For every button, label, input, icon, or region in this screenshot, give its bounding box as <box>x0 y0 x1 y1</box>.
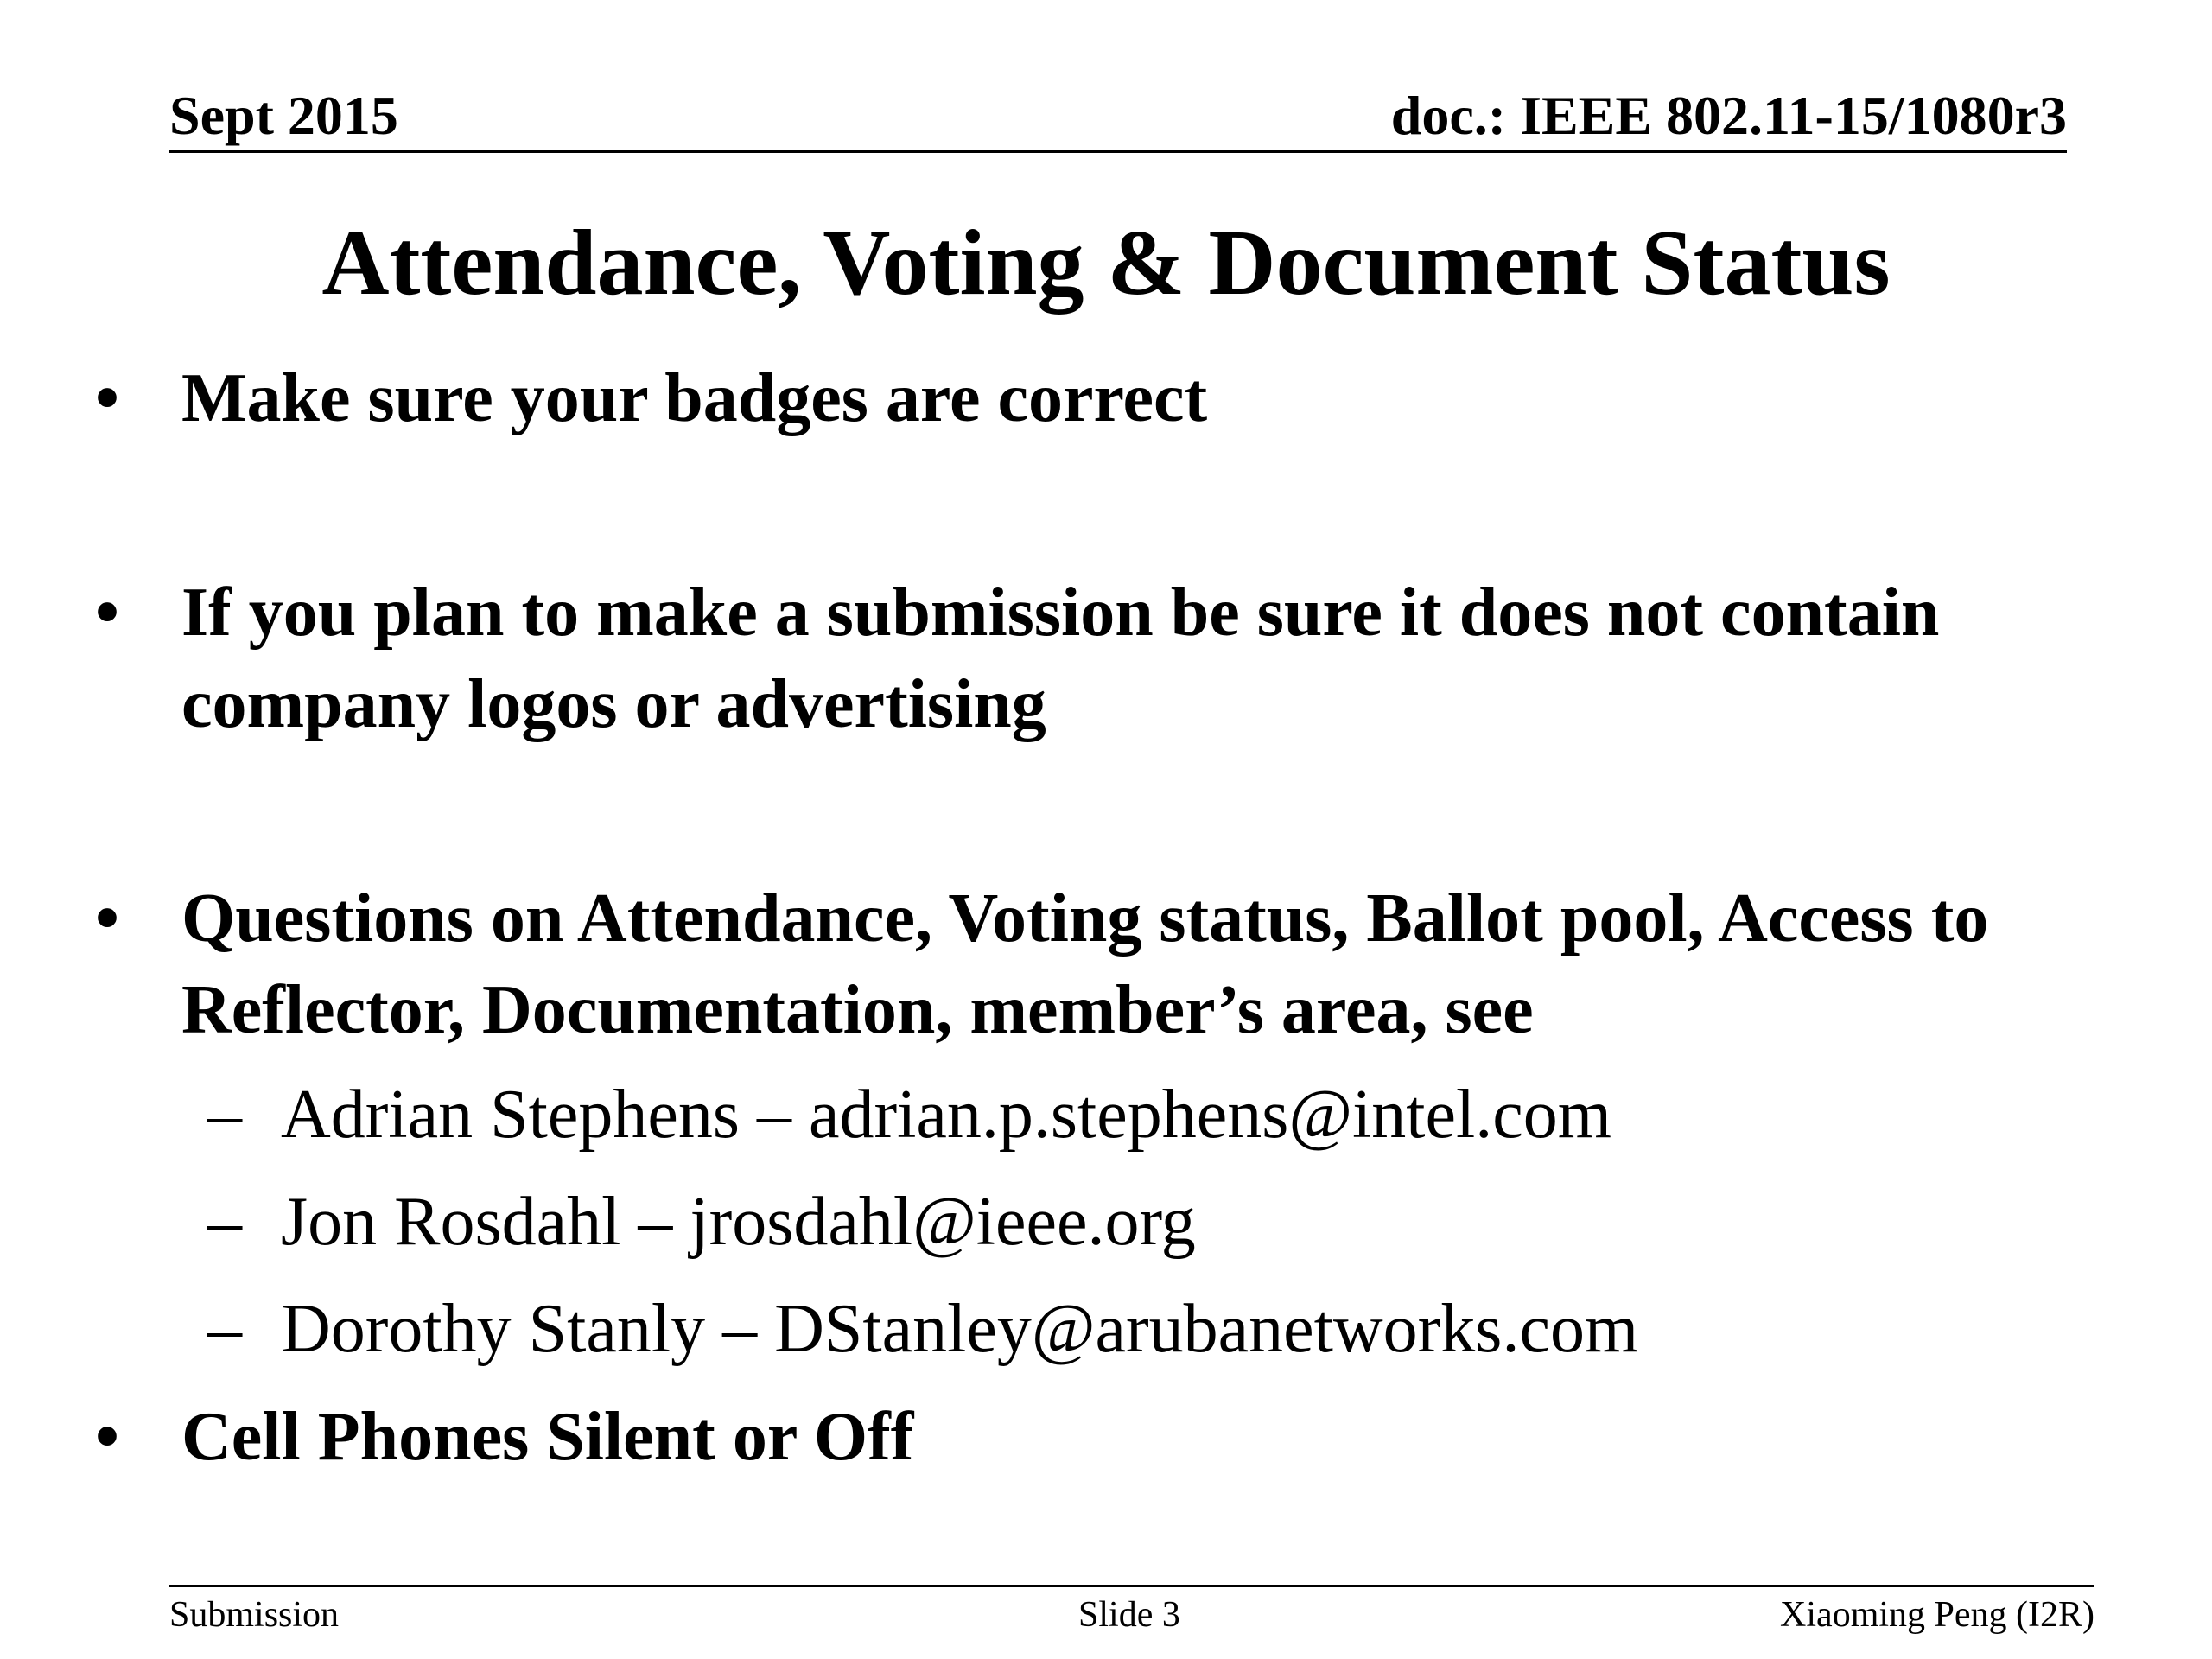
slide-footer <box>169 1585 2094 1639</box>
bullet-text: Questions on Attendance, Voting status, Ballot pool, Access to Reflector, Documentation, member’s area, see <box>181 880 1989 1048</box>
footer-submission: Submission <box>169 1595 340 1635</box>
slide-header <box>169 85 2067 153</box>
bullet-text: If you plan to make a submission be sure it does not contain company logos or advertising <box>181 575 1940 742</box>
bullet-text: Make sure your badges are correct <box>181 360 1208 436</box>
header-doc-id: doc.: IEEE 802.11-15/1080r3 <box>1390 85 2067 146</box>
bullet-symbol: • <box>95 1399 120 1475</box>
footer-author: Xiaoming Peng (I2R) <box>1780 1595 2094 1635</box>
contact-dash: – <box>207 1077 242 1153</box>
contact-text: Dorothy Stanly – DStanley@arubanetworks.com <box>281 1291 1639 1367</box>
bullet-text: Cell Phones Silent or Off <box>181 1399 914 1475</box>
contact-text: Jon Rosdahl – jrosdahl@ieee.org <box>281 1184 1196 1260</box>
footer-slide-number: Slide 3 <box>1078 1595 1180 1635</box>
header-date: Sept 2015 <box>169 85 398 146</box>
slide-title: Attendance, Voting & Document Status <box>321 212 1891 315</box>
contact-text: Adrian Stephens – adrian.p.stephens@intel.com <box>281 1077 1611 1153</box>
contact-dash: – <box>207 1291 242 1367</box>
bullet-symbol: • <box>95 360 120 436</box>
bullet-symbol: • <box>95 575 120 651</box>
bullet-symbol: • <box>95 880 120 957</box>
contact-dash: – <box>207 1184 242 1260</box>
